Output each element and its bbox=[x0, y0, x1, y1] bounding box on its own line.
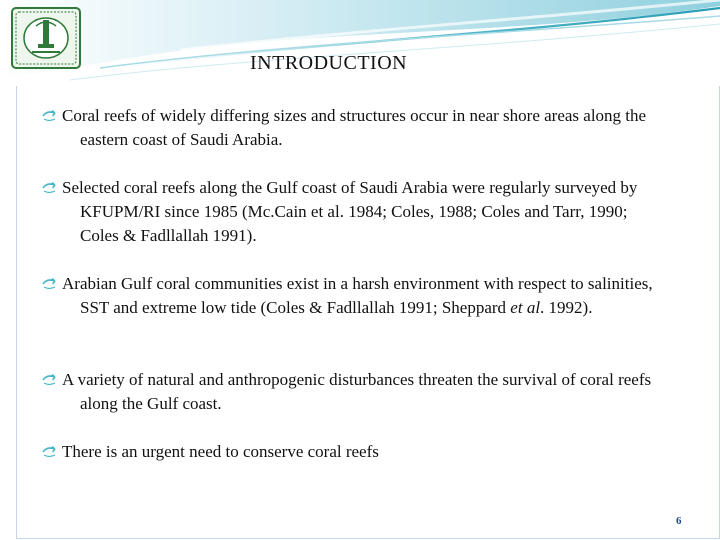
bullet-text: There is an urgent need to conserve coral reefs bbox=[62, 442, 379, 461]
bullet-arrow-icon bbox=[42, 277, 58, 291]
bullet-text bbox=[62, 272, 662, 320]
bullet-item bbox=[62, 368, 662, 416]
bullet-arrow-icon bbox=[42, 373, 58, 387]
bullet-arrow-icon bbox=[42, 181, 58, 195]
bullet-text-before: Arabian Gulf coral communities exist in a harsh environment with respect to salinities, SST and extreme low tide (Coles & Fadllallah 1991; Sheppard bbox=[62, 274, 653, 317]
bullet-text-italic: et al bbox=[510, 298, 541, 317]
bullet-item bbox=[62, 104, 662, 152]
bullet-item bbox=[62, 440, 662, 464]
bullet-arrow-icon bbox=[42, 109, 58, 123]
bullet-item bbox=[62, 176, 662, 248]
header-swoosh-background bbox=[0, 0, 720, 90]
bullet-text: A variety of natural and anthropogenic disturbances threaten the survival of coral reefs along the Gulf coast. bbox=[62, 370, 652, 413]
bullet-text-after: . 1992). bbox=[540, 298, 593, 317]
university-logo bbox=[8, 6, 84, 70]
slide-title: INTRODUCTION bbox=[250, 52, 408, 74]
bullet-text: Coral reefs of widely differing sizes and structures occur in near shore areas along the eastern coast of Saudi Arabia. bbox=[62, 106, 647, 149]
page-number: 6 bbox=[676, 515, 682, 527]
bullet-arrow-icon bbox=[42, 445, 58, 459]
bullet-item bbox=[62, 272, 662, 320]
bullet-text: Selected coral reefs along the Gulf coast of Saudi Arabia were regularly surveyed by KFUPM/RI since 1985 (Mc.Cain et al. 1984; Coles, 1988; Coles and Tarr, 1990; Coles & Fadllallah 1991). bbox=[62, 178, 638, 245]
